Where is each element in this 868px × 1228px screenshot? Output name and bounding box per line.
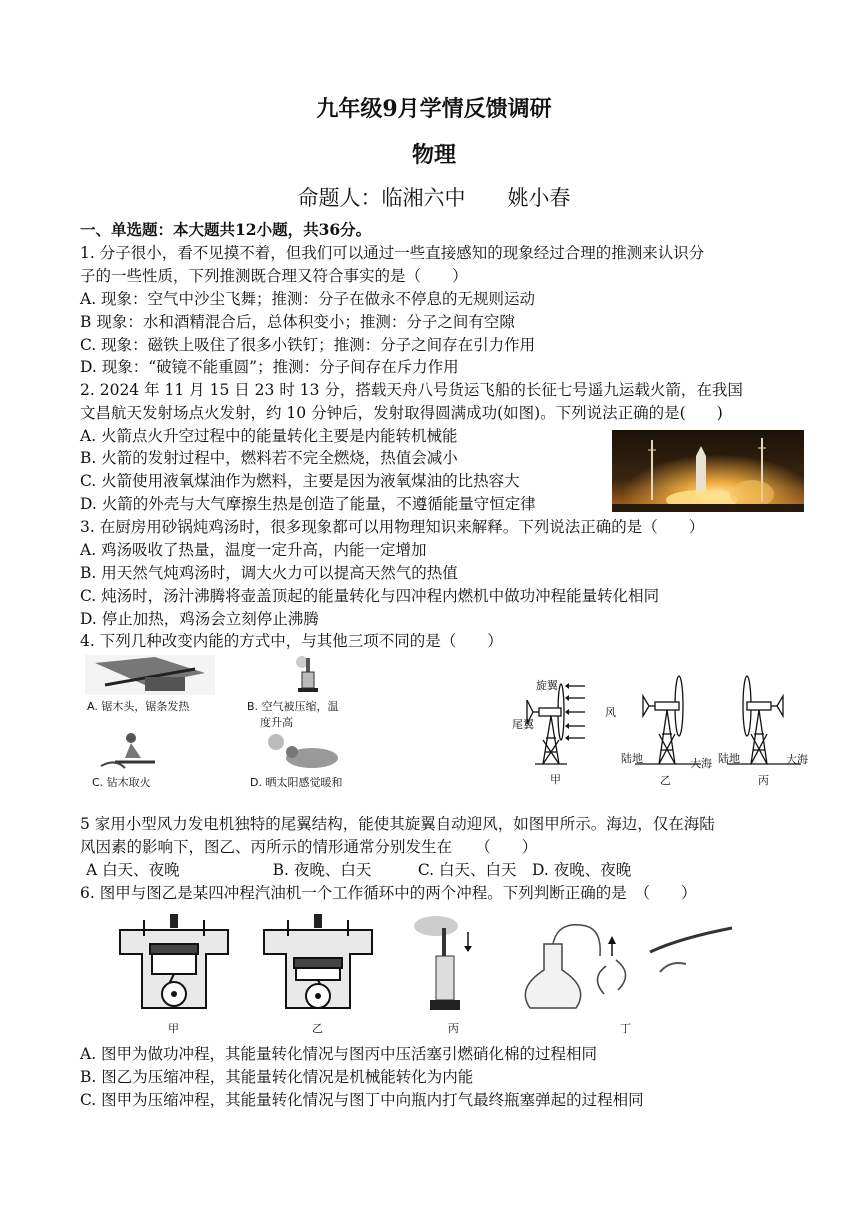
sunbathing-figure <box>262 732 342 772</box>
q6-option-a: A. 图甲为做功冲程，其能量转化情况与图丙中压活塞引燃硝化棉的过程相同 <box>80 1045 598 1063</box>
wind-caption-bing: 丙 <box>758 774 769 787</box>
q3-option-b: B. 用天然气炖鸡汤时，调大火力可以提高天然气的热值 <box>80 564 458 582</box>
author-line: 命题人：临湘六中 姚小春 <box>297 186 571 210</box>
wind-label-weiyi: 尾翼 <box>512 718 534 731</box>
wind-label-ludi-2: 陆地 <box>718 752 740 765</box>
q6-option-c: C. 图甲为压缩冲程，其能量转化情况与图丁中向瓶内打气最终瓶塞弹起的过程相同 <box>80 1091 644 1109</box>
q4-stem: 4. 下列几种改变内能的方式中，与其他三项不同的是（ ） <box>80 632 503 650</box>
wind-label-feng: 风 <box>605 706 616 719</box>
q1-option-a: A. 现象：空气中沙尘飞舞；推测：分子在做永不停息的无规则运动 <box>80 290 536 308</box>
q2-option-c: C. 火箭使用液氧煤油作为燃料，主要是因为液氧煤油的比热容大 <box>80 472 520 490</box>
sawing-wood-figure <box>85 655 215 695</box>
exam-title: 九年级9月学情反馈调研 <box>316 96 552 122</box>
air-compression-figure <box>290 654 330 696</box>
q2-option-d: D. 火箭的外壳与大气摩擦生热是创造了能量，不遵循能量守恒定律 <box>80 495 536 513</box>
wind-caption-jia: 甲 <box>550 773 561 786</box>
q1-option-d: D. 现象：“破镜不能重圆”；推测：分子间存在斥力作用 <box>80 358 459 376</box>
q4-caption-b-line1: B. 空气被压缩，温 <box>247 700 339 713</box>
q6-stem: 6. 图甲与图乙是某四冲程汽油机一个工作循环中的两个冲程。下列判断正确的是 （ ） <box>80 884 697 902</box>
q4-caption-c: C. 钻木取火 <box>92 776 151 789</box>
q4-caption-b-line2: 度升高 <box>260 716 293 729</box>
q6-figure-jia-label: 甲 <box>168 1022 179 1035</box>
q3-stem: 3. 在厨房用砂锅炖鸡汤时，很多现象都可以用物理知识来解释。下列说法正确的是（ ） <box>80 518 705 536</box>
q5-stem-line2: 风因素的影响下，图乙、丙所示的情形通常分别发生在 （ ） <box>80 838 538 856</box>
piston-cylinder-bing-figure <box>408 912 488 1016</box>
q5-options: A 白天、夜晚 B. 夜晚、白天 C. 白天、白天 D. 夜晚、夜晚 <box>86 861 632 879</box>
wind-label-dahai-2: 大海 <box>786 753 808 766</box>
q2-option-b: B. 火箭的发射过程中，燃料若不完全燃烧，热值会减小 <box>80 449 458 467</box>
q3-option-a: A. 鸡汤吸收了热量，温度一定升高，内能一定增加 <box>80 541 427 559</box>
wind-caption-yi: 乙 <box>660 774 671 787</box>
q1-stem-line1: 1. 分子很小，看不见摸不着，但我们可以通过一些直接感知的现象经过合理的推测来认识分 <box>80 244 705 262</box>
q1-option-b: B 现象：水和酒精混合后，总体积变小；推测：分子之间有空隙 <box>80 313 515 331</box>
q1-option-c: C. 现象：磁铁上吸住了很多小铁钉；推测：分子之间存在引力作用 <box>80 336 536 354</box>
engine-stroke-yi-figure <box>254 910 382 1016</box>
q6-option-b: B. 图乙为压缩冲程，其能量转化情况是机械能转化为内能 <box>80 1068 474 1086</box>
q4-caption-a: A. 锯木头，锯条发热 <box>87 700 190 713</box>
wind-label-ludi-1: 陆地 <box>621 752 643 765</box>
subject-title: 物理 <box>411 142 456 168</box>
rocket-launch-photo <box>612 430 804 512</box>
flask-pump-ding-figure <box>510 916 742 1018</box>
q3-option-c: C. 炖汤时，汤汁沸腾将壶盖顶起的能量转化与四冲程内燃机中做功冲程能量转化相同 <box>80 587 660 605</box>
drilling-fire-figure <box>95 730 165 772</box>
q6-figure-yi-label: 乙 <box>312 1022 323 1035</box>
q5-stem-line1: 5 家用小型风力发电机独特的尾翼结构，能使其旋翼自动迎风，如图甲所示。海边，仅在海陆 <box>80 815 715 833</box>
q3-option-d: D. 停止加热，鸡汤会立刻停止沸腾 <box>80 610 319 628</box>
q6-figure-ding-label: 丁 <box>620 1022 631 1035</box>
q2-stem-line2: 文昌航天发射场点火发射，约 10 分钟后，发射取得圆满成功(如图)。下列说法正确的是( ) <box>80 404 723 422</box>
q2-option-a: A. 火箭点火升空过程中的能量转化主要是内能转机械能 <box>80 427 458 445</box>
q4-caption-d: D. 晒太阳感觉暖和 <box>250 776 343 789</box>
q6-figure-bing-label: 丙 <box>448 1022 459 1035</box>
q1-stem-line2: 子的一些性质，下列推测既合理又符合事实的是（ ） <box>80 267 468 285</box>
wind-label-xuanyi: 旋翼 <box>536 679 558 692</box>
wind-label-dahai-1: 大海 <box>690 757 712 770</box>
q2-stem-line1: 2. 2024 年 11 月 15 日 23 时 13 分，搭载天舟八号货运飞船的长征七号遥九运载火箭，在我国 <box>80 381 743 399</box>
engine-stroke-jia-figure <box>110 910 238 1016</box>
section-heading: 一、单选题：本大题共12小题，共36分。 <box>80 220 372 239</box>
